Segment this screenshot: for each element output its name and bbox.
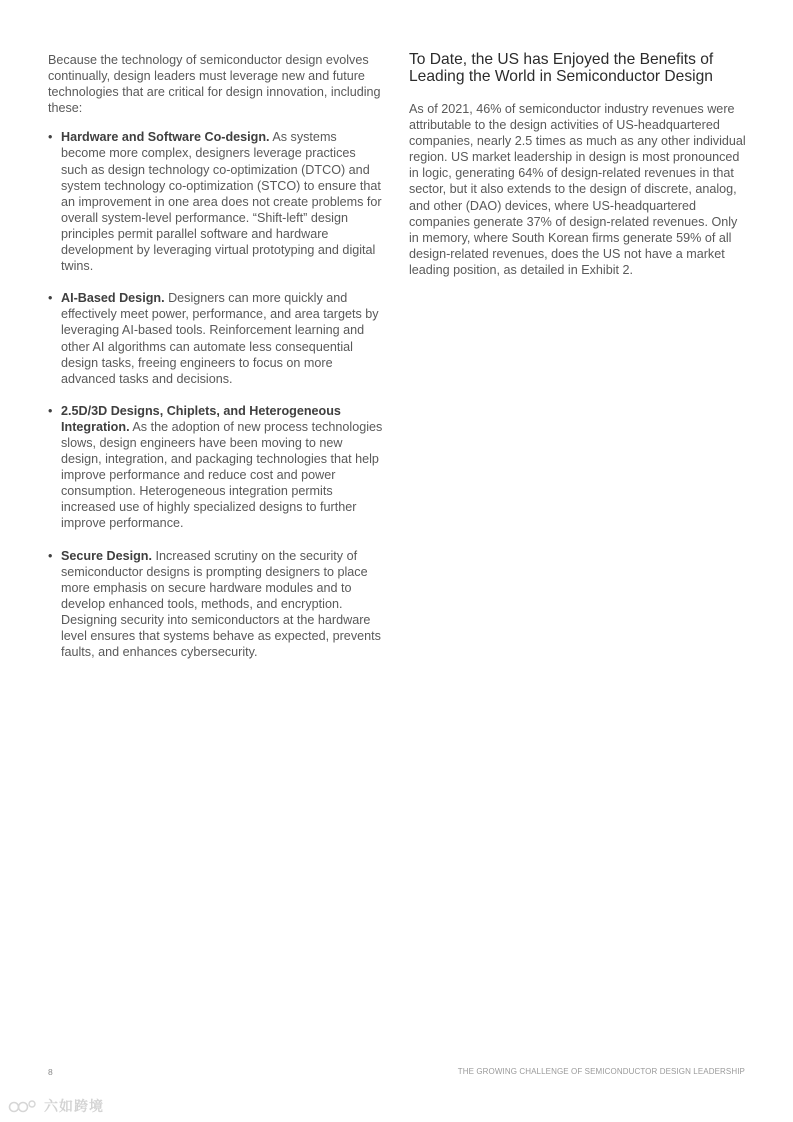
list-item-text: Designers can more quickly and effectively meet power, performance, and area targets by leveraging AI-based tools. Reinforcement learning and other AI algorithms can automate less consequential design tasks, freeing engineers to focus on more advanced tasks and decisions. xyxy=(61,291,379,386)
running-footer-title: THE GROWING CHALLENGE OF SEMICONDUCTOR DESIGN LEADERSHIP xyxy=(457,1067,745,1076)
list-item-text: As systems become more complex, designers leverage practices such as design technology co-optimization (DTCO) and system technology co-optimization (STCO) to ensure that an improvement in one area does not create problems for overall system-level performance. “Shift-left” design principles permit parallel software and hardware development by leveraging virtual prototyping and digital twins. xyxy=(61,130,382,274)
left-column xyxy=(48,52,384,676)
right-column xyxy=(409,52,747,278)
watermark xyxy=(8,1096,104,1116)
watermark-logo-icon xyxy=(8,1097,40,1115)
list-item-hw-sw-codesign xyxy=(48,129,384,274)
bullet-icon: • xyxy=(48,130,53,145)
page-number: 8 xyxy=(48,1067,53,1077)
body-paragraph: As of 2021, 46% of semiconductor industry revenues were attributable to the design activities of US-headquartered companies, nearly 2.5 times as much as any other individual region. US market leadership in design is most pronounced in logic, generating 64% of design-related revenues in that sector, but it also extends to the design of discrete, analog, and other (DAO) devices, where US-headquartered companies generate 37% of design-related revenues. Only in memory, where South Korean firms generate 59% of all design-related revenues, does the US not have a market leading position, as detailed in Exhibit 2. xyxy=(409,102,746,277)
list-item-lead: 2.5D/3D Designs, Chiplets, and Heterogeneous Integration. xyxy=(61,403,341,434)
bullet-icon: • xyxy=(48,403,53,418)
innovation-technology-list xyxy=(48,129,384,660)
section-heading: To Date, the US has Enjoyed the Benefits of Leading the World in Semiconductor Design xyxy=(409,51,714,85)
list-item-text: As the adoption of new process technologies slows, design engineers have been moving to new design, integration, and packaging technologies that help improve performance and reduce cost and power consumption. Heterogeneous integration permits increased use of highly specialized designs to further improve performance. xyxy=(61,419,383,531)
watermark-text: 六如跨境 xyxy=(44,1098,104,1114)
list-item-lead: Hardware and Software Co-design. xyxy=(61,130,270,145)
list-item-secure-design xyxy=(48,548,384,661)
list-item-lead: Secure Design. xyxy=(61,548,152,563)
bullet-icon: • xyxy=(48,548,53,563)
list-item-lead: AI-Based Design. xyxy=(61,291,165,306)
list-item-text: Increased scrutiny on the security of semiconductor designs is prompting designers to place more emphasis on secure hardware modules and to develop enhanced tools, methods, and encryption. Designing security into semiconductors at the hardware level ensures that systems behave as expected, prevents faults, and enhances cybersecurity. xyxy=(61,548,381,660)
list-item-chiplets xyxy=(48,403,384,532)
bullet-icon: • xyxy=(48,291,53,306)
list-item-ai-design xyxy=(48,290,384,387)
intro-paragraph: Because the technology of semiconductor design evolves continually, design leaders must leverage new and future technologies that are critical for design innovation, including these: xyxy=(48,53,381,116)
